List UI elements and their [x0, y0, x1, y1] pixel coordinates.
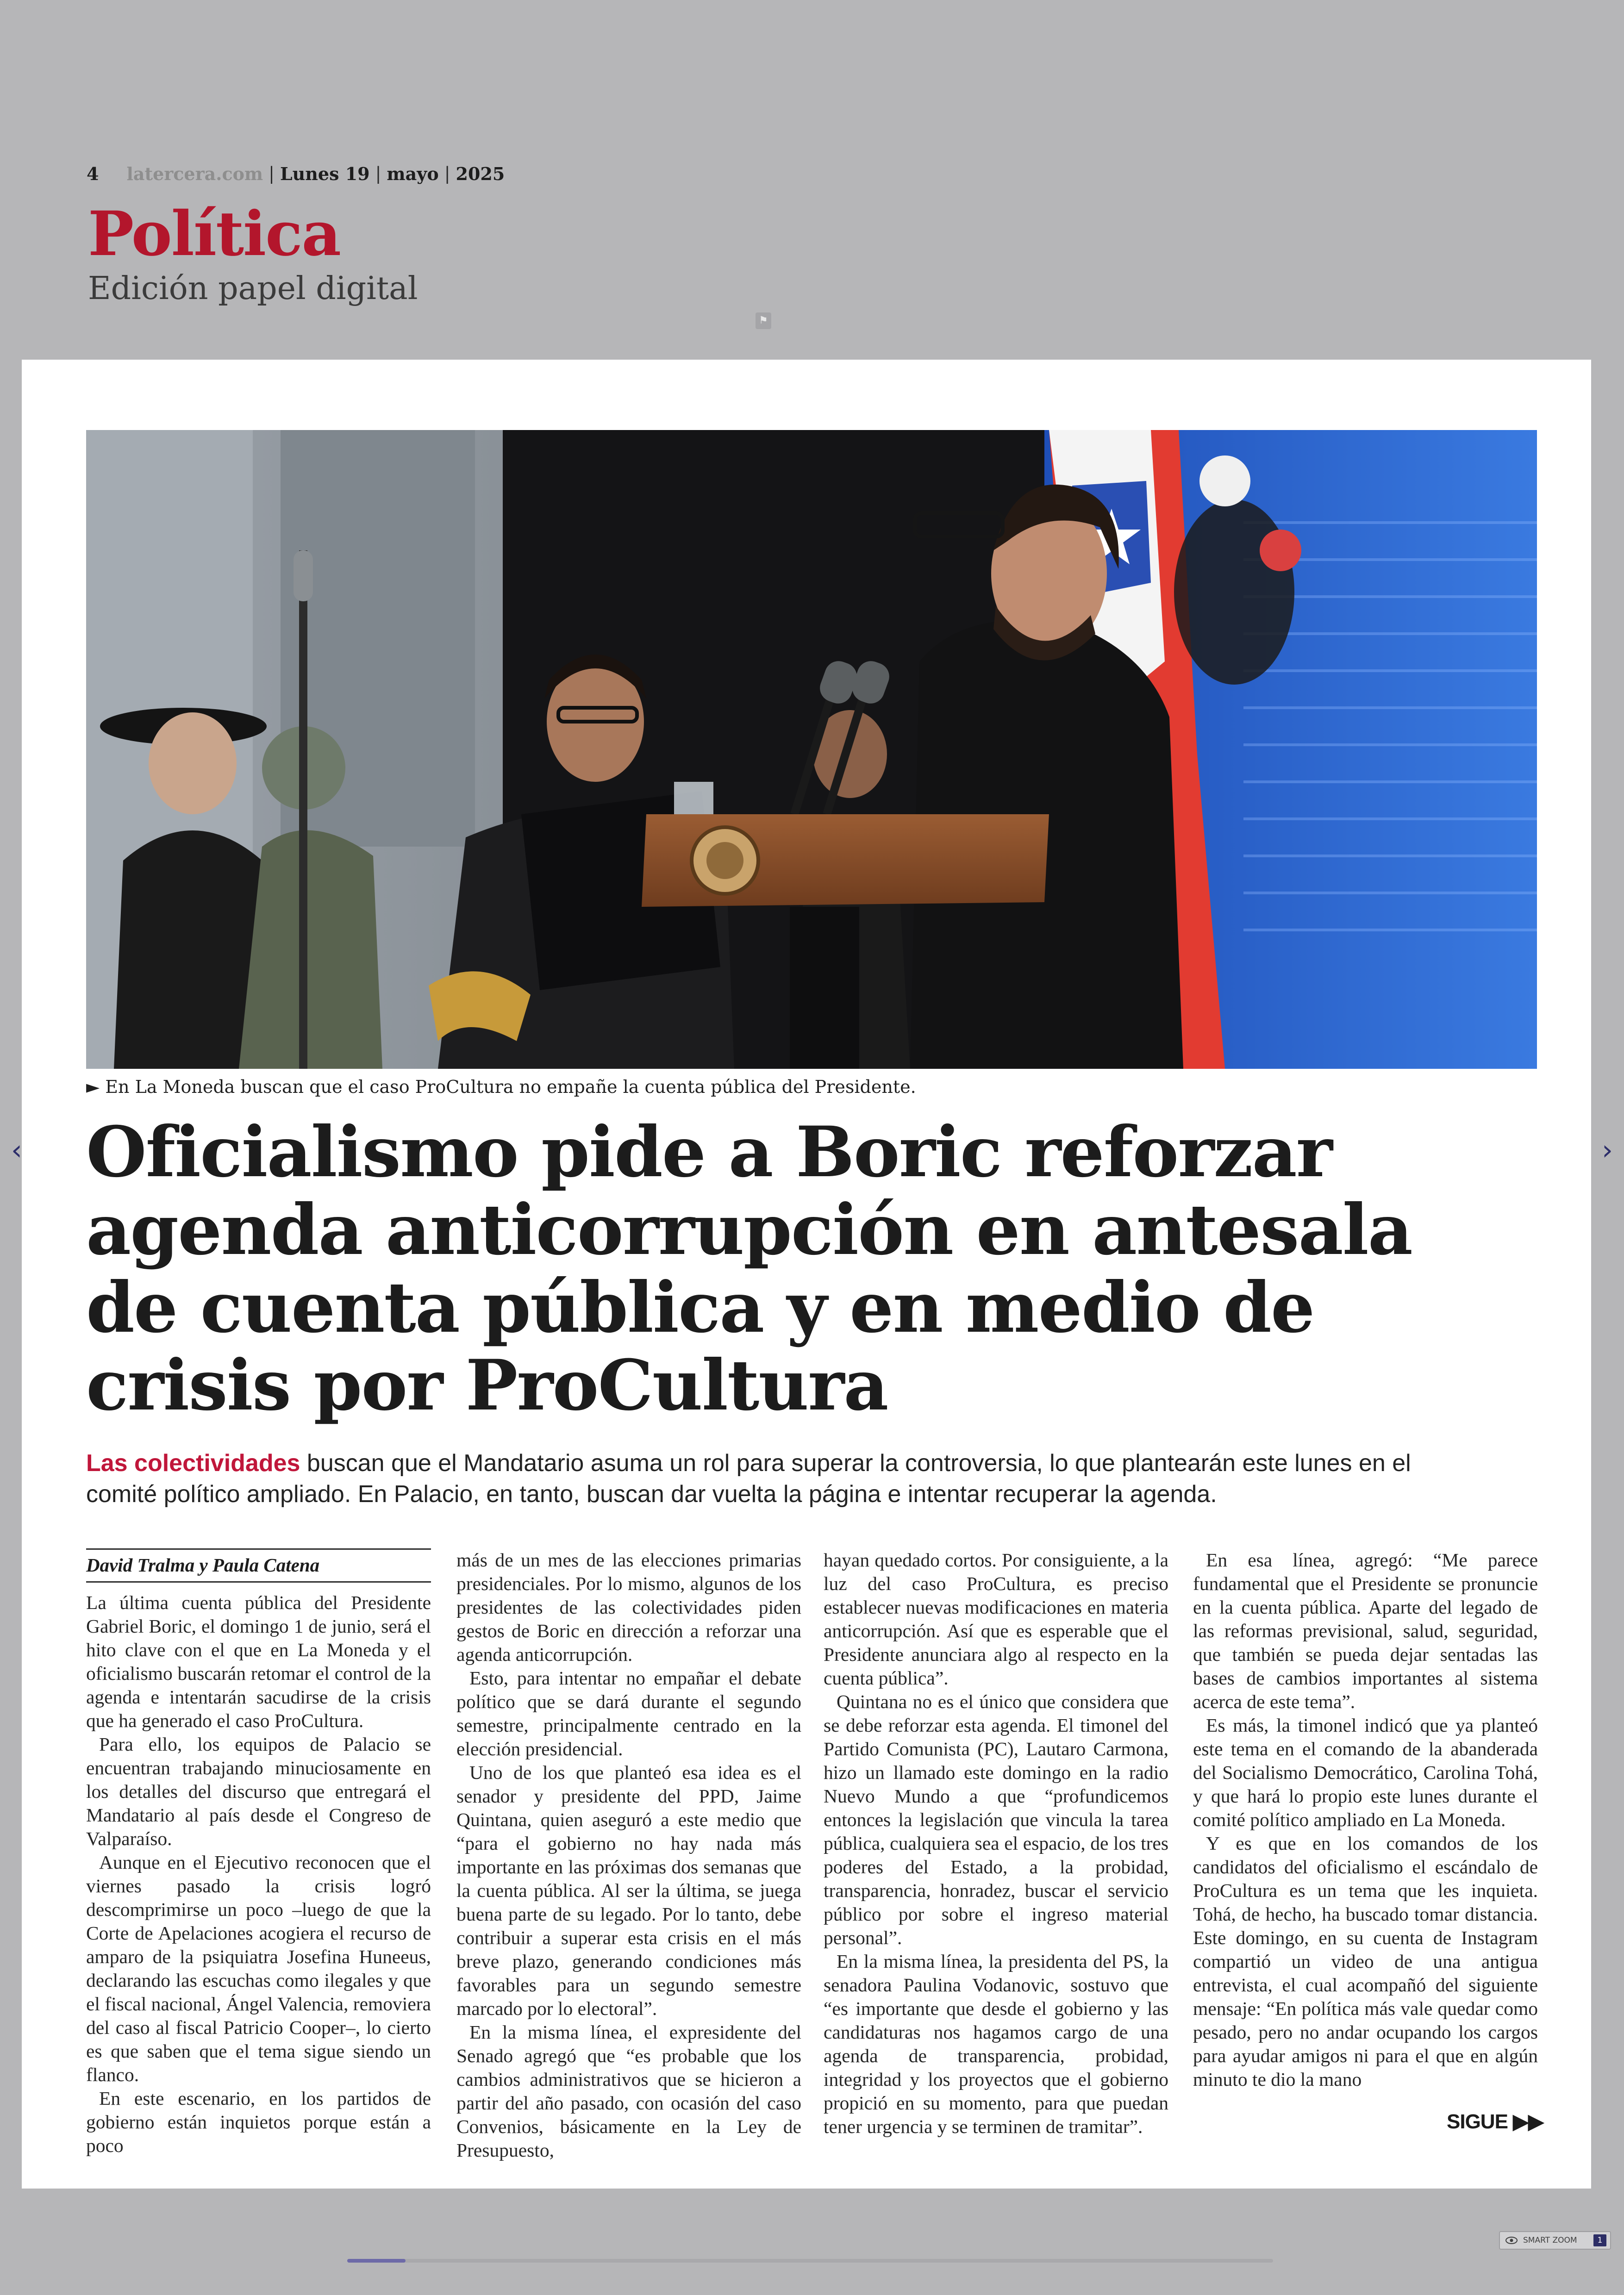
eye-icon — [1505, 2237, 1518, 2244]
article-column-3 — [824, 1548, 1168, 2139]
page-indicator: 1 — [1593, 2234, 1606, 2246]
continue-marker: SIGUE ▶▶ — [1447, 2110, 1543, 2133]
section-title: Política — [88, 198, 341, 270]
deck-text: buscan que el Mandatario asuma un rol para superar la controversia, lo que plantearán este lunes en el comité político ampliado. En Palacio, en tanto, buscan dar vuelta la página e intentar recuperar la agenda. — [86, 1450, 1411, 1508]
paragraph: hayan quedado cortos. Por consiguiente, a la luz del caso ProCultura, es preciso establecer nuevas modificaciones en materia anticorrupción. Así que es esperable que el Presidente anunciara algo al respecto en la cuenta pública”. — [824, 1549, 1168, 1689]
page-number: 4 — [87, 163, 99, 184]
site-domain: latercera.com — [126, 163, 263, 184]
smart-zoom-button[interactable] — [1499, 2231, 1611, 2250]
photo-illustration — [86, 430, 1537, 1069]
article-deck — [86, 1448, 1475, 1510]
paragraph: Esto, para intentar no empañar el debate político que se dará durante el segundo semestre, principalmente centrado en la elección presidencial. — [456, 1667, 801, 1759]
paragraph: Aunque en el Ejecutivo reconocen que el viernes pasado la crisis logró descomprimirse un poco –luego de que la Corte de Apelaciones acogiera el recurso de amparo de la psiquiatra Josefina Huneeus, declarando las escuchas como ilegales y que el fiscal nacional, Ángel Valencia, removiera del caso al fiscal Patricio Cooper–, lo cierto es que saben que el tema sigue siendo un flanco. — [86, 1852, 431, 2085]
paragraph: En la misma línea, la presidenta del PS, la senadora Paulina Vodanovic, sostuvo que “es importante que desde el gobierno y las candidaturas nos hagamos cargo de una agenda de transparencia, probidad, integridad y los proyectos que el gobierno propició en su momento, para que puedan tener urgencia y se terminen de tramitar”. — [824, 1951, 1168, 2137]
paragraph: Es más, la timonel indicó que ya planteó este tema en el comando de la abanderada del Socialismo Democrático, Carolina Tohá, y que hará lo propio este lunes durante el comité político ampliado en La Moneda. — [1193, 1715, 1538, 1830]
article-photo — [86, 430, 1537, 1069]
date-year: 2025 — [456, 163, 505, 184]
edition-label: Edición papel digital — [88, 270, 418, 307]
paragraph: En la misma línea, el expresidente del Senado agregó que “es probable que los cambios administrativos que se hicieron a partir del año pasado, con ocasión del caso Convenios, básicamente en la Ley de Presupuesto, — [456, 2021, 801, 2161]
deck-lead: Las colectividades — [86, 1450, 300, 1477]
paragraph: En esa línea, agregó: “Me parece fundamental que el Presidente se pronuncie en la cuenta pública. Aparte del legado de las reformas previsional, salud, seguridad, que también se pueda dejar sentadas las bases de cambios importantes al sistema acerca de este tema”. — [1193, 1549, 1538, 1712]
paragraph: Para ello, los equipos de Palacio se encuentran trabajando minuciosamente en los detalles del discurso que entregará el Mandatario al país desde el Congreso de Valparaíso. — [86, 1734, 431, 1849]
article-column-4 — [1193, 1548, 1538, 2091]
date-day: Lunes 19 — [280, 163, 370, 184]
next-page-arrow-icon[interactable]: › — [1602, 1134, 1613, 1166]
flag-icon[interactable]: ⚑ — [756, 312, 771, 329]
paragraph: Quintana no es el único que considera que se debe reforzar esta agenda. El timonel del Partido Comunista (PC), Lautaro Carmona, hizo un llamado este domingo en la radio Nuevo Mundo a que “profundicemos entonces la legislación que vincula la tarea pública, cualquiera sea el espacio, de los tres poderes del Estado, a la probidad, transparencia, honradez, buscar el servicio público por sobre el ingreso material personal”. — [824, 1691, 1168, 1948]
page-header-line: 4 latercera.com | Lunes 19 | mayo | 2025 — [87, 163, 505, 184]
photo-caption: ► En La Moneda buscan que el caso ProCultura no empañe la cuenta pública del Presidente. — [86, 1077, 916, 1097]
paragraph: La última cuenta pública del Presidente Gabriel Boric, el domingo 1 de junio, será el hito clave con el que en La Moneda y el oficialismo buscarán retomar el control de la agenda e intentarán sacudirse de la crisis que ha generado el caso ProCultura. — [86, 1592, 431, 1731]
article-column-1 — [86, 1548, 431, 2158]
previous-page-arrow-icon[interactable]: ‹ — [11, 1134, 22, 1166]
article-column-2 — [456, 1548, 801, 2162]
article-headline: Oficialismo pide a Boric reforzar agenda anticorrupción en antesala de cuenta pública y en medio de crisis por ProCultura — [86, 1111, 1412, 1426]
paragraph: En este escenario, en los partidos de gobierno están inquietos porque están a poco — [86, 2088, 431, 2156]
byline: David Tralma y Paula Catena — [86, 1548, 431, 1583]
date-month: mayo — [387, 163, 439, 184]
page-progress-fill — [347, 2259, 406, 2263]
paragraph: más de un mes de las elecciones primarias presidenciales. Por lo mismo, algunos de los presidentes de las colectividades piden gestos de Boric en dirección a reforzar una agenda anticorrupción. — [456, 1549, 801, 1665]
paragraph: Uno de los que planteó esa idea es el senador y presidente del PPD, Jaime Quintana, quien aseguró a este medio que “para el gobierno no hay nada más importante en las próximas dos semanas que la cuenta pública. Al ser la última, se juega buena parte de su legado. Por lo tanto, debe contribuir a superar esta crisis en el más breve plazo, generando condiciones más favorables para un segundo semestre marcado por lo electoral”. — [456, 1762, 801, 2019]
page-progress-bar[interactable] — [347, 2259, 1273, 2263]
smart-zoom-label: SMART ZOOM — [1523, 2236, 1577, 2245]
paragraph: Y es que en los comandos de los candidatos del oficialismo el escándalo de ProCultura es un tema que les inquieta. Tohá, de hecho, ha buscado tomar distancia. Este domingo, en su cuenta de Instagram compartió un video de una antigua entrevista, el cual acompañó del siguiente mensaje: “En política más vale quedar como pesado, pero no andar ocupando los cargos para ayudar amigos ni para el que en algún minuto te dio la mano — [1193, 1833, 1538, 2090]
